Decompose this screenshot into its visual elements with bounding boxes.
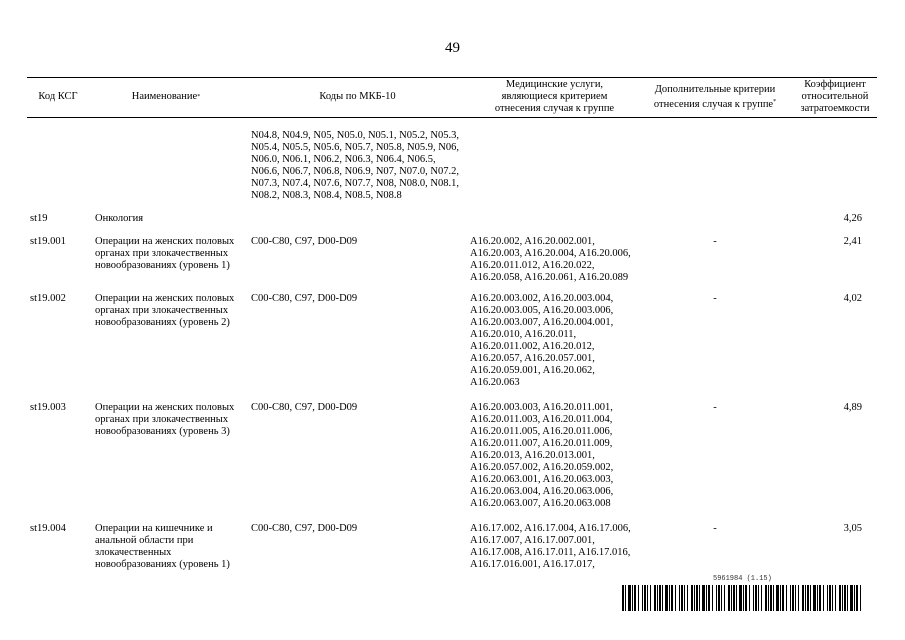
table-row-4-coef: 4,89: [843, 402, 862, 413]
name-line: Операции на кишечнике и: [95, 523, 213, 534]
service-line: A16.20.057, A16.20.057.001,: [470, 353, 595, 364]
table-row-2-additional: -: [713, 236, 717, 247]
table-row-5-name: [95, 523, 230, 571]
page-number: 49: [445, 40, 460, 56]
service-line: A16.20.013, A16.20.013.001,: [470, 450, 595, 461]
table-row-5-code: st19.004: [30, 523, 66, 534]
table-row-5-coef: 3,05: [843, 523, 862, 534]
table-row-2-services: [470, 236, 631, 284]
name-line: Операции на женских половых: [95, 236, 235, 247]
header-services-line: Медицинские услуги,: [505, 79, 604, 90]
service-line: A16.17.016.001, A16.17.017,: [470, 559, 595, 570]
table-row-3-name: [95, 293, 234, 329]
table-row-0-mkb: [251, 130, 459, 202]
service-line: A16.20.011.002, A16.20.012,: [470, 341, 595, 352]
header-coef-line: Коэффициент: [804, 79, 866, 90]
header-coef-line: относительной: [801, 91, 869, 102]
name-line: новообразованиях (уровень 2): [95, 317, 230, 328]
header-additional-mark: *: [773, 98, 777, 105]
table-row-4-mkb: [251, 402, 357, 414]
header-code-label: Код КСГ: [38, 91, 78, 102]
mkb-line: N08.2, N08.3, N08.4, N08.5, N08.8: [251, 190, 402, 201]
header-name: [92, 77, 240, 117]
service-line: A16.20.003.002, A16.20.003.004,: [470, 293, 614, 304]
name-line: органах при злокачественных: [95, 248, 229, 259]
service-line: A16.20.063.007, A16.20.063.008: [470, 498, 611, 509]
table-row-5-mkb: [251, 523, 357, 535]
table-row-1-code: st19: [30, 213, 48, 224]
header-coef: [790, 77, 880, 117]
mkb-line: C00-C80, C97, D00-D09: [251, 402, 358, 413]
service-line: A16.20.011.005, A16.20.011.006,: [470, 426, 613, 437]
table-row-4-name: [95, 402, 234, 438]
table-row-4-services: [470, 402, 613, 510]
table-row-5-additional: -: [713, 523, 717, 534]
table-row-3-services: [470, 293, 613, 389]
table-row-2-name: [95, 236, 234, 272]
service-line: A16.20.011.007, A16.20.011.009,: [470, 438, 613, 449]
mkb-line: C00-C80, C97, D00-D09: [251, 293, 358, 304]
header-services-line: отнесения случая к группе: [494, 103, 615, 114]
name-line: Операции на женских половых: [95, 402, 235, 413]
service-line: A16.20.003, A16.20.004, A16.20.006,: [470, 248, 631, 259]
name-line: анальной области при: [95, 535, 194, 546]
service-line: A16.20.003.007, A16.20.004.001,: [470, 317, 614, 328]
name-line: новообразованиях (уровень 3): [95, 426, 230, 437]
service-line: A16.17.008, A16.17.011, A16.17.016,: [470, 547, 631, 558]
header-mkb: [250, 77, 465, 117]
mkb-line: N04.8, N04.9, N05, N05.0, N05.1, N05.2, N05.3,: [251, 130, 459, 141]
service-line: A16.17.002, A16.17.004, A16.17.006,: [470, 523, 631, 534]
service-line: A16.20.063.004, A16.20.063.006,: [470, 486, 614, 497]
table-row-3-additional: -: [713, 293, 717, 304]
mkb-line: N06.6, N06.7, N06.8, N06.9, N07, N07.0, N07.2,: [251, 166, 459, 177]
table-row-5-services: [470, 523, 631, 571]
table-row-3-code: st19.002: [30, 293, 66, 304]
name-line: Онкология: [95, 213, 144, 224]
name-line: новообразованиях (уровень 1): [95, 260, 230, 271]
name-line: злокачественных: [95, 547, 172, 558]
service-line: A16.20.058, A16.20.061, A16.20.089: [470, 272, 629, 283]
service-line: A16.20.063: [470, 377, 520, 388]
service-line: A16.20.011.003, A16.20.011.004,: [470, 414, 613, 425]
service-line: A16.20.003.003, A16.20.011.001,: [470, 402, 613, 413]
header-coef-line: затратоемкости: [800, 103, 870, 114]
mkb-line: N05.4, N05.5, N05.6, N05.7, N05.8, N05.9, N06,: [251, 142, 459, 153]
header-additional-line: отнесения случая к группе: [653, 98, 774, 110]
name-line: органах при злокачественных: [95, 414, 229, 425]
header-services: [467, 77, 642, 117]
service-line: A16.20.003.005, A16.20.003.006,: [470, 305, 614, 316]
mkb-line: C00-C80, C97, D00-D09: [251, 236, 358, 247]
mkb-line: N06.0, N06.1, N06.2, N06.3, N06.4, N06.5,: [251, 154, 436, 165]
name-line: органах при злокачественных: [95, 305, 229, 316]
service-line: A16.20.063.001, A16.20.063.003,: [470, 474, 614, 485]
service-line: A16.20.059.001, A16.20.062,: [470, 365, 595, 376]
barcode: [622, 585, 862, 611]
table-row-3-coef: 4,02: [843, 293, 862, 304]
service-line: A16.17.007, A16.17.007.001,: [470, 535, 595, 546]
header-bottom-rule: [27, 117, 877, 118]
mkb-line: C00-C80, C97, D00-D09: [251, 523, 358, 534]
table-row-2-code: st19.001: [30, 236, 66, 247]
service-line: A16.20.011.012, A16.20.022,: [470, 260, 595, 271]
header-mkb-label: Коды по МКБ-10: [319, 91, 396, 102]
table-row-2-coef: 2,41: [843, 236, 862, 247]
table-row-3-mkb: [251, 293, 357, 305]
table-row-1-coef: 4,26: [843, 213, 862, 224]
service-line: A16.20.057.002, A16.20.059.002,: [470, 462, 614, 473]
name-line: Операции на женских половых: [95, 293, 235, 304]
table-row-2-mkb: [251, 236, 357, 248]
table-row-1-name: [95, 213, 143, 225]
header-additional: [645, 77, 785, 117]
table-row-4-code: st19.003: [30, 402, 66, 413]
mkb-line: N07.3, N07.4, N07.6, N07.7, N08, N08.0, N08.1,: [251, 178, 459, 189]
header-name-label: Наименование: [131, 91, 198, 102]
header-services-line: являющиеся критерием: [501, 91, 608, 102]
table-row-4-additional: -: [713, 402, 717, 413]
barcode-label: 5961984 (1.15): [713, 575, 772, 583]
header-name-mark: *: [197, 94, 201, 100]
service-line: A16.20.010, A16.20.011,: [470, 329, 577, 340]
name-line: новообразованиях (уровень 1): [95, 559, 230, 570]
header-additional-line: Дополнительные критерии: [654, 83, 776, 95]
header-code: [27, 77, 89, 117]
service-line: A16.20.002, A16.20.002.001,: [470, 236, 595, 247]
